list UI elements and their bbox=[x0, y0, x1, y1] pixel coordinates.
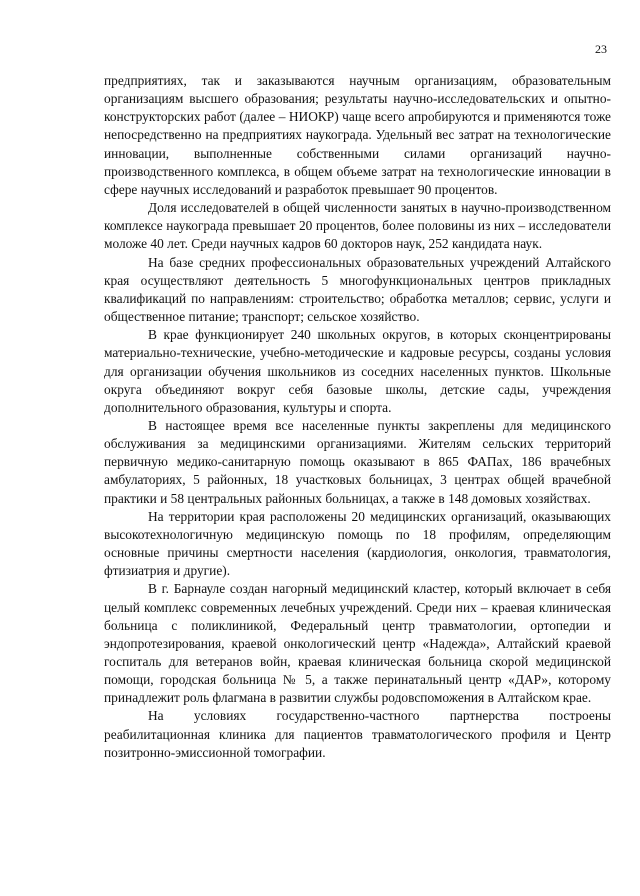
paragraph-medical-service: В настоящее время все населенные пункты закреплены для медицинского обслуживания за медицинскими организациями. Жителям сельских территорий первичную медико-санитарную помощь оказывают в 865 ФАПах, 186 врачебных амбулаториях, 5 районных, 18 участковых больницах, 3 центрах общей врачебной практики и 58 центральных районных больницах, а также в 148 домовых хозяйствах. bbox=[104, 417, 611, 506]
paragraph-medical-cluster: В г. Барнауле создан нагорный медицинский кластер, который включает в себя целый комплекс современных лечебных учреждений. Среди них – краевая клиническая больница с поликлиникой, Федеральный центр травматологии, ортопедии и эндопротезирования, краевой онкологический центр «Надежда», Алтайский краевой госпиталь для ветеранов войн, краевая клиническая больница скорой медицинской помощи, городская больница № 5, а также перинатальный центр «ДАР», которому принадлежит роль флагмана в развитии службы родовспоможения в Алтайском крае. bbox=[104, 581, 611, 706]
paragraph-continuation: предприятиях, так и заказываются научным организациям, образовательным организациям высшего образования; результаты научно-исследовательских и опытно-конструкторских работ (далее – НИОКР) чаще всего апробируются и применяются тоже непосредственно на предприятиях наукограда. Удельный вес затрат на технологические инновации, выполненные собственными силами организаций научно-производственного комплекса, в общем объеме затрат на технологические инновации в сфере научных исследований и разработок превышает 90 процентов. bbox=[104, 73, 611, 197]
paragraph-school-districts: В крае функционирует 240 школьных округов, в которых сконцентрированы материально-технические, учебно-методические и кадровые ресурсы, созданы условия для организации обучения школьников из соседних населенных пунктов. Школьные округа объединяют вокруг себя базовые школы, детские сады, учреждения дополнительного образования, культуры и спорта. bbox=[104, 327, 611, 415]
paragraph-medical-organizations: На территории края расположены 20 медицинских организаций, оказывающих высокотехнологичную медицинскую помощь по 18 профилям, определяющим основные причины смертности населения (кардиология, онкология, травматология, фтизиатрия и другие). bbox=[104, 508, 611, 579]
paragraph-public-private-partnership: На условиях государственно-частного партнерства построены реабилитационная клиника для пациентов травматологического профиля и Центр позитронно-эмиссионной томографии. bbox=[104, 708, 611, 760]
paragraph-qualification-centers: На базе средних профессиональных образовательных учреждений Алтайского края осуществляют деятельность 5 многофункциональных центров прикладных квалификаций по направлениям: строительство; обработка металлов; сервис, услуги и общественное питание; транспорт; сельское хозяйство. bbox=[104, 254, 611, 325]
paragraph-researchers: Доля исследователей в общей численности занятых в научно-производственном комплексе наукограда превышает 20 процентов, более половины из них – исследователи моложе 40 лет. Среди научных кадров 60 докторов наук, 252 кандидата наук. bbox=[104, 200, 611, 252]
page-number: 23 bbox=[595, 42, 607, 56]
document-body bbox=[104, 72, 611, 762]
